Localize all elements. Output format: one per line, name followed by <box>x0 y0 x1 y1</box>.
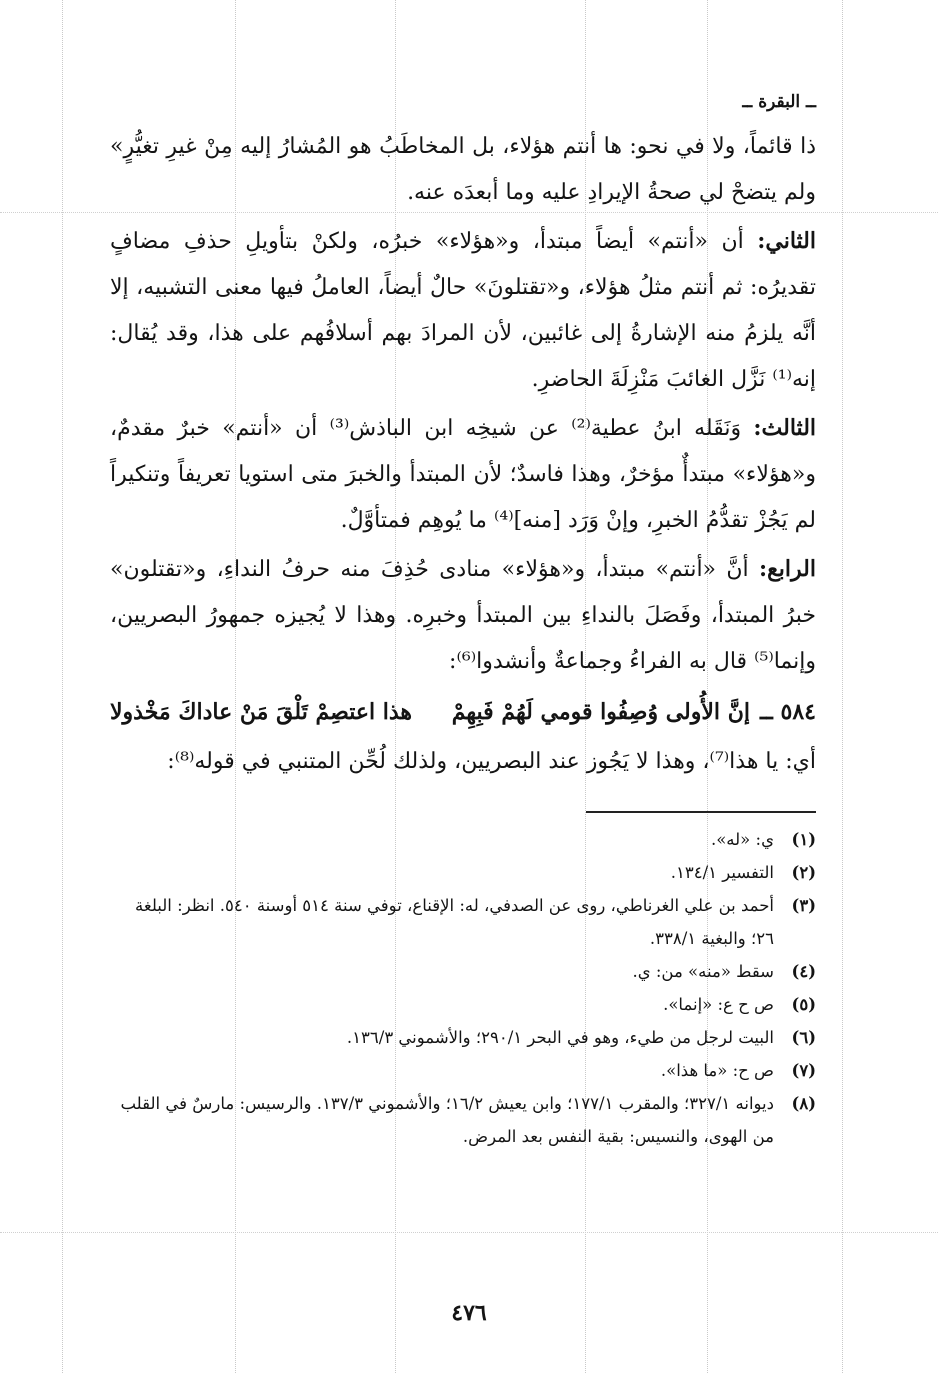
paragraph-third-opinion <box>110 405 816 544</box>
page-number: ٤٧٦ <box>451 1300 487 1326</box>
paragraph-lead: الثاني: <box>757 228 816 254</box>
paragraph-text: أنَّ «أنتم» مبتدأ، و«هؤلاء» منادى حُذِفَ منه حرفُ النداءِ، و«تقتلون» خبرُ المبتدأ، وفَصَلَ بالنداءِ بين المبتدأ وخبرِه. وهذا لا يُجيزه جمهورُ البصريين، وإنما⁽⁵⁾ قال به الفراءُ وجماعةٌ وأنشدوا⁽⁶⁾: <box>110 557 816 674</box>
footnote-item <box>110 823 816 856</box>
paragraph-fourth-opinion <box>110 546 816 685</box>
footnote-item <box>110 1087 816 1153</box>
footnote-number: (٣) <box>791 896 816 915</box>
paragraph-text: وَنَقَله ابنُ عطية⁽²⁾ عن شيخِه ابن الباذش⁽³⁾ أن «أنتم» خبرٌ مقدمٌ، و«هؤلاء» مبتدأٌ مؤخرٌ، وهذا فاسدٌ؛ لأن المبتدأ والخبرَ متى استويا تعريفاً وتنكيراً لم يَجُزْ تقدُّمُ الخبرِ، وإنْ وَرَد [منه]⁽⁴⁾ ما يُوهِم فمتأوَّلٌ. <box>110 416 816 533</box>
footnote-item <box>110 1021 816 1054</box>
footnote-text: البيت لرجل من طيء، وهو في البحر ٢٩٠/١؛ والأشموني ١٣٦/٣. <box>346 1028 774 1047</box>
paragraph-text: أن «أنتم» أيضاً مبتدأ، و«هؤلاء» خبرُه، ولكنْ بتأويلِ حذفِ مضافٍ تقديرُه: ثم أنتم مثلُ هؤلاء، و«تقتلونَ» حالٌ أيضاً، العاملُ فيها معنى التشبيه، إلا أنَّه يلزمُ منه الإشارةُ إلى غائبين، لأن المرادَ بهم أسلافُهم على هذا، وقد يُقال: إنه⁽¹⁾ نَزَّل الغائبَ مَنْزِلَةَ الحاضرِ. <box>110 229 816 392</box>
footnote-item <box>110 955 816 988</box>
footnote-number: (٤) <box>791 962 816 981</box>
footnote-separator <box>586 811 816 813</box>
book-page <box>110 90 816 1153</box>
footnote-text: التفسير ١٣٤/١. <box>670 863 774 882</box>
footnote-number: (٧) <box>791 1061 816 1080</box>
footnote-item <box>110 988 816 1021</box>
footnote-number: (٥) <box>791 995 816 1014</box>
paragraph-continuation <box>110 124 816 216</box>
running-header: ــ البقرة ــ <box>742 92 816 112</box>
footnote-number: (١) <box>791 830 816 849</box>
scan-guide-line <box>62 0 63 1373</box>
scan-guide-line <box>0 1232 938 1233</box>
footnote-text: ص ح ع: «إنما». <box>663 995 774 1014</box>
footnote-item <box>110 1054 816 1087</box>
paragraph-second-opinion <box>110 218 816 403</box>
paragraph-text: أي: يا هذا⁽⁷⁾، وهذا لا يَجُوز عند البصريين، ولذلك لُحِّن المتنبي في قوله⁽⁸⁾: <box>167 749 816 774</box>
footnotes-list <box>110 823 816 1153</box>
footnote-text: ص ح: «ما هذا». <box>660 1061 774 1080</box>
footnote-number: (٢) <box>791 863 816 882</box>
footnote-text: أحمد بن علي الغرناطي، روى عن الصدفي، له: الإقناع، توفي سنة ٥١٤ أوسنة ٥٤٠. انظر: البلغة ٢٦؛ والبغية ٣٣٨/١. <box>135 896 774 948</box>
footnote-text: سقط «منه» من: ي. <box>632 962 774 981</box>
poetry-verse <box>110 689 816 735</box>
footnote-number: (٦) <box>791 1028 816 1047</box>
footnote-item <box>110 889 816 955</box>
paragraph-after-verse <box>110 739 816 785</box>
verse-second-hemistich: هذا اعتصِمْ تَلْقَ مَنْ عاداكَ مَخْذولا <box>110 699 413 725</box>
footnote-text: ديوانه ٣٢٧/١؛ والمقرب ١٧٧/١؛ وابن يعيش ١٦/٢؛ والأشموني ١٣٧/٣. والرسيس: مارسٌ في القلب من الهوى، والنسيس: بقية النفس بعد المرض. <box>120 1094 774 1146</box>
verse-number: ٥٨٤ ــ <box>759 699 816 725</box>
paragraph-lead: الرابع: <box>758 556 816 582</box>
footnote-item <box>110 856 816 889</box>
paragraph-lead: الثالث: <box>753 415 817 441</box>
scan-guide-line <box>842 0 843 1373</box>
verse-first-hemistich: إنَّ الأُولى وُصِفُوا قومي لَهُمْ فَبِهِمْ <box>451 699 750 725</box>
paragraph-text: ذا قائماً، ولا في نحو: ها أنتم هؤلاء، بل المخاطَبُ هو المُشارُ إليه مِنْ غيرِ تغيُّرٍ» ولم يتضحْ لي صحةُ الإيرادِ عليه وما أبعدَه عنه. <box>110 134 816 205</box>
footnote-number: (٨) <box>791 1094 816 1113</box>
footnote-text: ي: «له». <box>710 830 774 849</box>
